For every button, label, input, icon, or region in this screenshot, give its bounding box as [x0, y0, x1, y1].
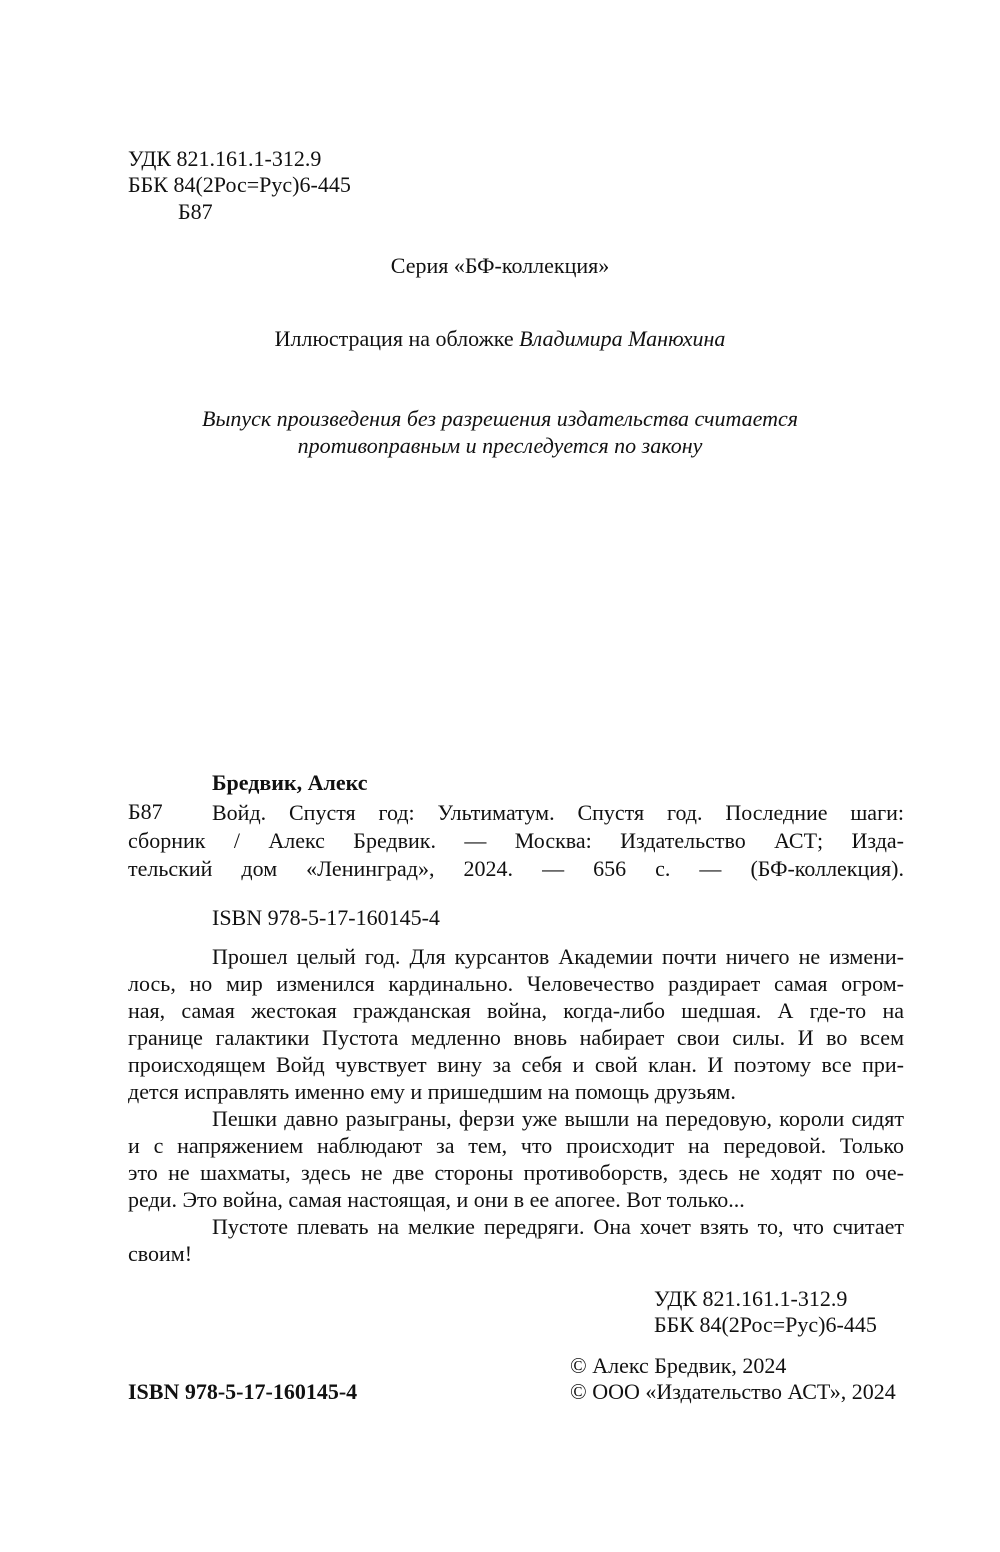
catalog-isbn: ISBN 978-5-17-160145-4 [212, 905, 440, 930]
bib-line-3: тельский дом «Ленинград», 2024. — 656 с. — (БФ-коллекция). [128, 856, 904, 881]
series-line: Серия «БФ-коллекция» [390, 253, 610, 278]
copyright-publisher: © ООО «Издательство АСТ», 2024 [570, 1379, 896, 1404]
annotation-line-7: Пешки давно разыграны, ферзи уже вышли на передовую, короли сидят [212, 1106, 904, 1131]
illustration-prefix: Иллюстрация на обложке [274, 326, 514, 351]
bib-line-2: сборник / Алекс Бредвик. — Москва: Издательство АСТ; Изда- [128, 828, 904, 853]
catalog-author: Бредвик, Алекс [212, 770, 368, 795]
udk-code: УДК 821.161.1-312.9 [128, 146, 322, 171]
annotation-line-10: реди. Это война, самая настоящая, и они в ее апогее. Вот только... [128, 1187, 745, 1212]
isbn-bold: ISBN 978-5-17-160145-4 [128, 1379, 358, 1404]
bbk-code: ББК 84(2Рос=Рус)6-445 [128, 172, 351, 197]
annotation-line-2: лось, но мир изменился кардинально. Человечество раздирает самая огром- [128, 971, 904, 996]
annotation-line-3: ная, самая жестокая гражданская война, когда-либо шедшая. А где-то на [128, 998, 904, 1023]
annotation-line-9: это не шахматы, здесь не две стороны противоборств, здесь не ходят по оче- [128, 1160, 904, 1185]
bib-line-1: Войд. Спустя год: Ультиматум. Спустя год. Последние шаги: [212, 800, 904, 825]
bottom-udk-code: УДК 821.161.1-312.9 [654, 1286, 848, 1311]
author-mark: Б87 [178, 199, 213, 224]
copyright-warning-line-2: противоправным и преследуется по закону [297, 433, 703, 458]
annotation-line-1: Прошел целый год. Для курсантов Академии почти ничего не измени- [212, 944, 904, 969]
annotation-line-5: происходящем Войд чувствует вину за себя и свой клан. И поэтому все при- [128, 1052, 904, 1077]
bottom-bbk-code: ББК 84(2Рос=Рус)6-445 [654, 1312, 877, 1337]
annotation-line-4: границе галактики Пустота медленно вновь набирает свои силы. И во всем [128, 1025, 904, 1050]
catalog-mark: Б87 [128, 799, 163, 824]
illustration-credit [0, 326, 1000, 352]
copyright-author: © Алекс Бредвик, 2024 [570, 1353, 787, 1378]
illustration-artist: Владимира Манюхина [519, 326, 726, 351]
annotation-line-8: и с напряжением наблюдают за тем, что происходит на передовой. Только [128, 1133, 904, 1158]
annotation-line-11: Пустоте плевать на мелкие передряги. Она хочет взять то, что считает [212, 1214, 904, 1239]
copyright-warning-line-1: Выпуск произведения без разрешения издательства считается [202, 406, 798, 431]
annotation-line-12: своим! [128, 1241, 193, 1266]
annotation-line-6: дется исправлять именно ему и пришедшим на помощь друзьям. [128, 1079, 736, 1104]
